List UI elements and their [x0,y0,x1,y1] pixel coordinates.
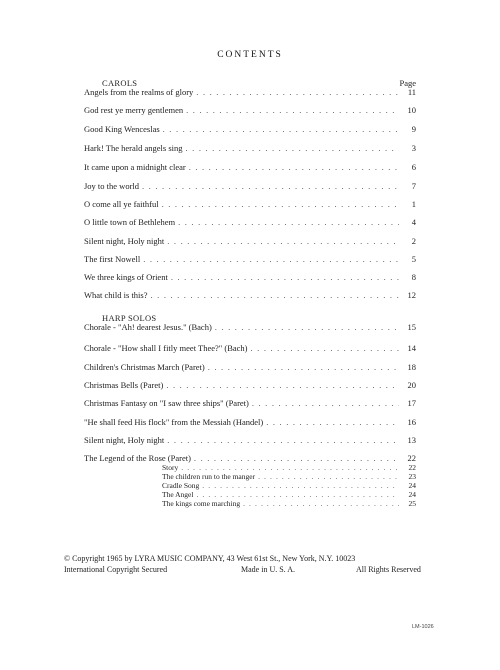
copyright-line: © Copyright 1965 by LYRA MUSIC COMPANY, 43 West 61st St., New York, N.Y. 10023 [64,554,356,563]
carols-heading: CAROLS [102,78,138,88]
harp-solos-heading: HARP SOLOS [102,313,157,323]
toc-entry: God rest ye merry gentlemen . . . 10 [84,105,416,116]
toc-subentry: The Angel . . . 24 [162,490,416,500]
toc-entry: It came upon a midnight clear . . . 6 [84,162,416,173]
toc-entry: O little town of Bethlehem . . . 4 [84,217,416,228]
toc-entry: What child is this? . . . 12 [84,290,416,301]
toc-entry: Christmas Bells (Paret) . . . 20 [84,380,416,391]
toc-entry: Silent night, Holy night . . . 13 [84,435,416,446]
toc-entry: We three kings of Orient . . . 8 [84,272,416,283]
toc-entry: The Legend of the Rose (Paret) . . . 22 [84,453,416,464]
page-column-heading: Page [399,78,416,88]
toc-entry: O come all ye faithful . . . 1 [84,199,416,210]
catalog-code: LM-1026 [412,624,434,630]
toc-entry: Christmas Fantasy on "I saw three ships" (Paret) . . . 17 [84,398,416,409]
made-in-usa: Made in U. S. A. [241,565,295,574]
page-title: CONTENTS [217,50,283,60]
toc-entry: Chorale - "How shall I fitly meet Thee?" (Bach) . . . 14 [84,343,416,354]
toc-subentry: The kings come marching . . . 25 [162,499,416,509]
toc-entry: Good King Wenceslas . . . 9 [84,124,416,135]
toc-subentry: Cradle Song . . . 24 [162,481,416,491]
toc-subentry: The children run to the manger . . . 23 [162,472,416,482]
toc-entry: Joy to the world . . . 7 [84,181,416,192]
toc-subentry: Story . . . 22 [162,463,416,473]
toc-entry: The first Nowell . . . 5 [84,254,416,265]
toc-entry: Hark! The herald angels sing . . . 3 [84,143,416,154]
toc-entry: Children's Christmas March (Paret) . . . 18 [84,362,416,373]
international-copyright: International Copyright Secured [64,565,168,574]
toc-entry: Silent night, Holy night . . . 2 [84,236,416,247]
toc-entry: Chorale - "Ah! dearest Jesus." (Bach) . . . 15 [84,322,416,333]
toc-entry: Angels from the realms of glory . . . 11 [84,87,416,98]
all-rights-reserved: All Rights Reserved [356,565,421,574]
toc-entry: "He shall feed His flock" from the Messiah (Handel) . . . 16 [84,417,416,428]
